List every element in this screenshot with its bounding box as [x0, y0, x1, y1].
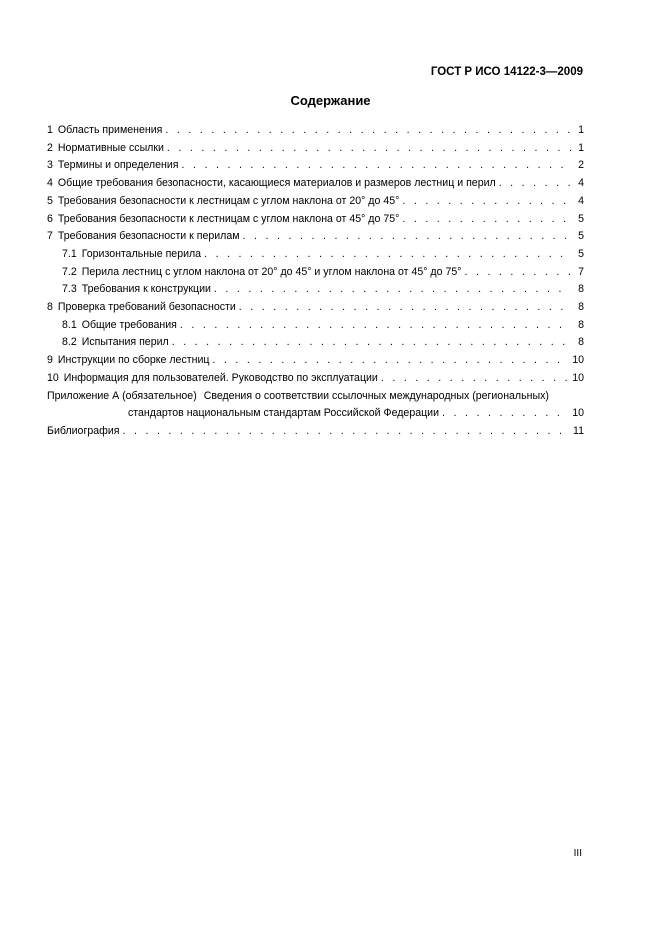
toc-entry-page: 5	[578, 247, 584, 260]
toc-title: Содержание	[290, 93, 371, 108]
toc-entry-title: Область применения	[57, 124, 163, 136]
toc-entry-number: 8.2	[62, 336, 77, 349]
toc-entry-9[interactable]	[47, 352, 584, 370]
toc-leader-dots	[214, 281, 571, 299]
toc-entry-page: 10	[572, 354, 584, 367]
toc-leader-dots	[442, 405, 569, 423]
toc-entry-title: Проверка требований безопасности	[57, 301, 236, 314]
toc-leader-dots	[180, 317, 571, 335]
toc-entry-8-2[interactable]	[47, 334, 584, 352]
appendix-title-line2: стандартов национальным стандартам Российской Федерации	[128, 407, 440, 420]
toc-entry-number: 9	[47, 354, 53, 367]
toc-entry-page: 10	[572, 371, 584, 384]
toc-entry-page: 8	[578, 318, 584, 331]
toc-entry-8-1[interactable]	[47, 317, 584, 335]
toc-entry-title: Горизонтальные перила	[81, 247, 202, 260]
toc-entry-10[interactable]	[47, 370, 584, 388]
toc-entry-4[interactable]	[47, 175, 584, 193]
toc-entry-appendix-a[interactable]	[47, 388, 584, 423]
toc-leader-dots	[381, 370, 569, 388]
toc-entry-1[interactable]	[47, 122, 584, 140]
toc-entry-title: Требования безопасности к перилам	[57, 230, 240, 243]
toc-entry-page: 4	[578, 194, 584, 207]
toc-entry-title: Термины и определения	[57, 159, 179, 172]
toc-entry-title: Общие требования безопасности, касающиеся материалов и размеров лестниц и перил	[57, 177, 496, 190]
page-number: III	[573, 848, 582, 859]
toc-entry-2[interactable]	[47, 140, 584, 158]
toc-entry-number: 1	[47, 124, 53, 136]
toc-entry-page: 8	[578, 283, 584, 296]
toc-entry-number: 8.1	[62, 318, 77, 331]
toc-entry-title: Библиография	[47, 424, 120, 437]
toc-entry-page: 10	[572, 407, 584, 420]
toc-leader-dots	[402, 211, 571, 229]
toc-entry-7[interactable]	[47, 228, 584, 246]
toc-leader-dots	[464, 264, 571, 282]
toc-entry-title: Требования безопасности к лестницам с углом наклона от 45° до 75°	[57, 212, 400, 225]
toc-entry-number: 7	[47, 230, 53, 243]
toc-entry-page: 7	[578, 265, 584, 278]
toc-entry-number: 3	[47, 159, 53, 172]
toc-entry-number: 6	[47, 212, 53, 225]
toc-entry-title: Перила лестниц с углом наклона от 20° до 45° и углом наклона от 45° до 75°	[81, 265, 462, 278]
toc-entry-page: 8	[578, 301, 584, 314]
toc-entry-7-3[interactable]	[47, 281, 584, 299]
toc-entry-bibliography[interactable]	[47, 423, 584, 441]
toc-leader-dots	[167, 140, 571, 158]
toc-leader-dots	[182, 157, 571, 175]
document-code: ГОСТ Р ИСО 14122-3—2009	[430, 66, 583, 78]
toc-entry-7-2[interactable]	[47, 264, 584, 282]
toc-entry-number: 4	[47, 177, 53, 190]
toc-entry-number: 5	[47, 194, 53, 207]
toc-leader-dots	[499, 175, 571, 193]
table-of-contents	[47, 122, 584, 441]
toc-entry-title: Информация для пользователей. Руководство по эксплуатации	[63, 371, 378, 384]
toc-leader-dots	[172, 334, 571, 352]
toc-leader-dots	[204, 246, 571, 264]
toc-entry-title: Требования безопасности к лестницам с углом наклона от 20° до 45°	[57, 194, 400, 207]
toc-entry-5[interactable]	[47, 193, 584, 211]
toc-entry-number: 7.1	[62, 247, 77, 260]
toc-entry-number: 7.2	[62, 265, 77, 278]
toc-entry-7-1[interactable]	[47, 246, 584, 264]
toc-leader-dots	[402, 193, 571, 211]
toc-entry-8[interactable]	[47, 299, 584, 317]
toc-entry-page: 1	[578, 124, 584, 136]
toc-leader-dots	[212, 352, 569, 370]
toc-entry-page: 5	[578, 230, 584, 243]
toc-entry-page: 2	[578, 159, 584, 172]
toc-entry-title: Инструкции по сборке лестниц	[57, 354, 210, 367]
toc-entry-number: 2	[47, 141, 53, 154]
toc-entry-number: 8	[47, 301, 53, 314]
toc-entry-title: Требования к конструкции	[81, 283, 211, 296]
toc-leader-dots	[165, 122, 571, 140]
toc-leader-dots	[239, 299, 571, 317]
appendix-title-line1: Сведения о соответствии ссылочных международных (региональных)	[203, 389, 549, 402]
toc-entry-page: 8	[578, 336, 584, 349]
toc-entry-number: 10	[47, 371, 59, 384]
toc-entry-number: 7.3	[62, 283, 77, 296]
appendix-label: Приложение А (обязательное)	[47, 389, 197, 402]
toc-leader-dots	[122, 423, 570, 441]
toc-entry-title: Испытания перил	[81, 336, 169, 349]
toc-entry-page: 1	[578, 141, 584, 154]
toc-entry-6[interactable]	[47, 211, 584, 229]
toc-entry-title: Нормативные ссылки	[57, 141, 164, 154]
toc-entry-3[interactable]	[47, 157, 584, 175]
toc-entry-page: 5	[578, 212, 584, 225]
toc-entry-page: 4	[578, 177, 584, 190]
toc-entry-title: Общие требования	[81, 318, 177, 331]
toc-leader-dots	[243, 228, 571, 246]
toc-entry-page: 11	[573, 424, 584, 437]
